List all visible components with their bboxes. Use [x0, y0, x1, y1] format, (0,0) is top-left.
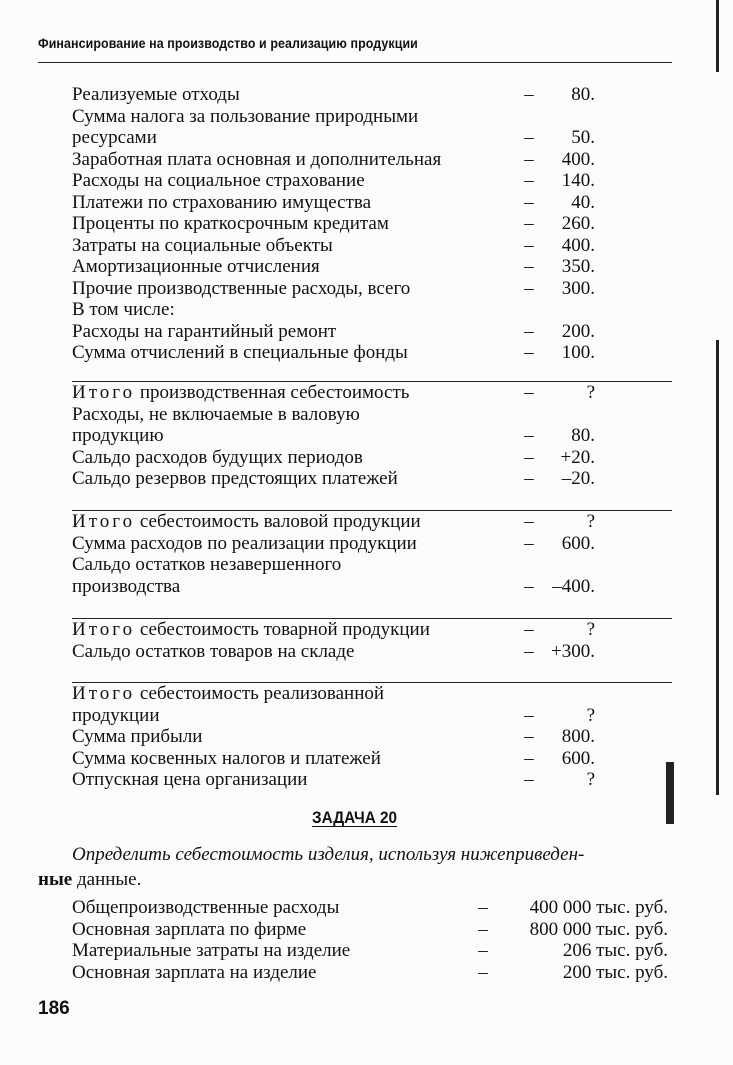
production-cost-block	[72, 382, 672, 490]
line-item-label: Затраты на социальные объекты	[72, 234, 333, 256]
line-item	[72, 683, 672, 705]
line-item-dash: –	[524, 726, 534, 747]
scan-edge-line	[716, 0, 719, 72]
scan-edge-line	[716, 340, 719, 795]
instruction-plain: данные.	[72, 869, 142, 890]
line-item-value: –20.	[561, 468, 595, 489]
line-item-value: 140.	[561, 170, 595, 191]
line-item	[72, 235, 672, 257]
line-item	[72, 897, 672, 919]
commodity-cost-block	[72, 619, 672, 662]
sold-cost-block	[72, 683, 672, 791]
task-title: ЗАДАЧА 20	[312, 808, 398, 827]
line-item-dash: –	[524, 446, 534, 468]
line-item-value: 800.	[561, 726, 595, 747]
instruction-bold: ные	[38, 869, 73, 890]
line-item-dash: –	[524, 747, 534, 769]
line-item-value: +20.	[560, 446, 595, 468]
line-item-value: 300.	[561, 277, 595, 299]
line-item-label: Проценты по краткосрочным кредитам	[72, 213, 389, 234]
line-item-label: Прочие производственные расходы, всего	[72, 277, 411, 299]
line-item-dash: –	[524, 170, 534, 191]
line-item-value: 400.	[561, 234, 595, 256]
total-label-text: производственная себестоимость	[135, 382, 410, 403]
line-item-label: продукции	[72, 704, 160, 726]
line-item-dash: –	[524, 84, 534, 105]
line-item-dash: –	[524, 148, 534, 170]
line-item-label: Отпускная цена организации	[72, 769, 308, 790]
line-item	[72, 641, 672, 663]
line-item	[72, 533, 672, 555]
line-item-dash: –	[524, 575, 534, 597]
line-item	[72, 299, 672, 321]
line-item	[72, 511, 672, 533]
line-item-label	[72, 619, 430, 641]
line-item-dash: –	[524, 213, 534, 234]
line-item-dash: –	[478, 918, 488, 940]
line-item	[72, 404, 672, 426]
line-item-dash: –	[524, 769, 534, 790]
line-item-label: Основная зарплата по фирме	[72, 918, 307, 940]
total-label-text: себестоимость товарной продукции	[135, 619, 430, 640]
line-item-value: 200 тыс. руб.	[562, 961, 668, 983]
line-item	[72, 619, 672, 641]
line-item	[72, 705, 672, 727]
line-item-dash: –	[524, 382, 534, 403]
line-item-label: Общепроизводственные расходы	[72, 897, 340, 918]
line-item	[72, 213, 672, 235]
line-item-label: Заработная плата основная и дополнительная	[72, 148, 442, 170]
line-item-label: Основная зарплата на изделие	[72, 961, 317, 983]
line-item-value: +300.	[551, 640, 595, 662]
line-item-label: Сумма налога за пользование природными	[72, 105, 419, 127]
line-item-value: ?	[586, 704, 595, 726]
line-item	[72, 127, 672, 149]
line-item-value: ?	[586, 382, 595, 403]
line-item-label: продукцию	[72, 425, 164, 446]
line-item-dash: –	[478, 897, 488, 918]
line-item	[72, 382, 672, 404]
line-item-dash: –	[524, 425, 534, 446]
instruction-italic: Определить себестоимость изделия, используя нижеприведен-	[72, 844, 585, 865]
line-item-dash: –	[524, 234, 534, 256]
line-item	[72, 769, 672, 791]
line-item-value: –400.	[552, 575, 595, 597]
line-item-dash: –	[524, 511, 534, 532]
line-item-dash: –	[524, 320, 534, 342]
line-item	[72, 726, 672, 748]
line-item-label: ресурсами	[72, 127, 157, 148]
line-item	[72, 106, 672, 128]
line-item-label: Сумма косвенных налогов и платежей	[72, 747, 381, 769]
line-item-dash: –	[478, 961, 488, 983]
line-item-value: 400 000 тыс. руб.	[529, 897, 668, 918]
line-item-value: 260.	[561, 213, 595, 234]
line-item-dash: –	[524, 127, 534, 148]
running-head: Финансирование на производство и реализацию продукции	[38, 36, 418, 51]
line-item-value: 206 тыс. руб.	[562, 940, 668, 961]
task-data-list	[72, 897, 672, 983]
line-item-label: Расходы на социальное страхование	[72, 170, 365, 191]
line-item	[72, 447, 672, 469]
total-word: Итого	[72, 382, 136, 403]
line-item-value: 80.	[571, 84, 595, 105]
line-item-dash: –	[524, 342, 534, 363]
line-item-value: ?	[586, 511, 595, 532]
line-item	[72, 321, 672, 343]
line-item-dash: –	[524, 468, 534, 489]
line-item-label: Амортизационные отчисления	[72, 256, 320, 277]
line-item	[72, 962, 672, 984]
line-item-label: Сальдо резервов предстоящих платежей	[72, 468, 398, 489]
line-item	[72, 576, 672, 598]
line-item-value: ?	[586, 769, 595, 790]
line-item	[72, 149, 672, 171]
line-item-value: 100.	[561, 342, 595, 363]
line-item-value: 80.	[571, 425, 595, 446]
line-item-label: Расходы, не включаемые в валовую	[72, 403, 360, 425]
line-item-dash: –	[524, 191, 534, 213]
line-item	[72, 342, 672, 364]
line-item-value: 50.	[571, 127, 595, 148]
line-item-dash: –	[524, 619, 534, 640]
gross-cost-block	[72, 511, 672, 597]
line-item-value: ?	[586, 619, 595, 640]
line-item-label: Реализуемые отходы	[72, 84, 240, 105]
line-item-value: 40.	[571, 191, 595, 213]
line-item-label: производства	[72, 575, 181, 597]
line-item-dash: –	[524, 256, 534, 277]
line-item-dash: –	[524, 277, 534, 299]
line-item-label: Сальдо остатков незавершенного	[72, 554, 342, 575]
line-item	[72, 425, 672, 447]
line-item-label: В том числе:	[72, 299, 175, 320]
total-label-text: себестоимость реализованной	[135, 683, 385, 704]
line-item-value: 600.	[561, 747, 595, 769]
line-item-label: Материальные затраты на изделие	[72, 940, 351, 961]
line-item-value: 200.	[561, 320, 595, 342]
line-item-value: 400.	[561, 148, 595, 170]
line-item	[72, 256, 672, 278]
page-number: 186	[38, 998, 70, 1019]
line-item-dash: –	[524, 640, 534, 662]
line-item-label: Платежи по страхованию имущества	[72, 191, 372, 213]
line-item	[72, 468, 672, 490]
line-item-label: Сальдо расходов будущих периодов	[72, 446, 363, 468]
line-item-value: 800 000 тыс. руб.	[529, 918, 668, 940]
line-item-dash: –	[524, 532, 534, 554]
line-item-label: Сумма расходов по реализации продукции	[72, 532, 417, 554]
line-item-label	[72, 511, 421, 533]
line-item	[72, 84, 672, 106]
line-item-label: Сальдо остатков товаров на складе	[72, 640, 355, 662]
task-instruction	[38, 842, 678, 892]
line-item-value: 600.	[561, 532, 595, 554]
line-item	[72, 192, 672, 214]
line-item	[72, 170, 672, 192]
total-word: Итого	[72, 511, 136, 532]
line-item	[72, 278, 672, 300]
line-item-label: Сумма отчислений в специальные фонды	[72, 342, 408, 363]
line-item	[72, 919, 672, 941]
line-item-label: Расходы на гарантийный ремонт	[72, 320, 337, 342]
cost-items-list	[72, 84, 672, 364]
scan-edge-line	[666, 762, 674, 824]
total-word: Итого	[72, 683, 136, 704]
line-item	[72, 940, 672, 962]
line-item	[72, 748, 672, 770]
line-item-dash: –	[478, 940, 488, 961]
header-rule	[38, 62, 672, 63]
line-item	[72, 554, 672, 576]
line-item-label: Сумма прибыли	[72, 726, 203, 747]
line-item-label	[72, 382, 409, 404]
line-item-label	[72, 683, 384, 705]
total-label-text: себестоимость валовой продукции	[135, 511, 421, 532]
line-item-value: 350.	[561, 256, 595, 277]
total-word: Итого	[72, 619, 136, 640]
line-item-dash: –	[524, 704, 534, 726]
